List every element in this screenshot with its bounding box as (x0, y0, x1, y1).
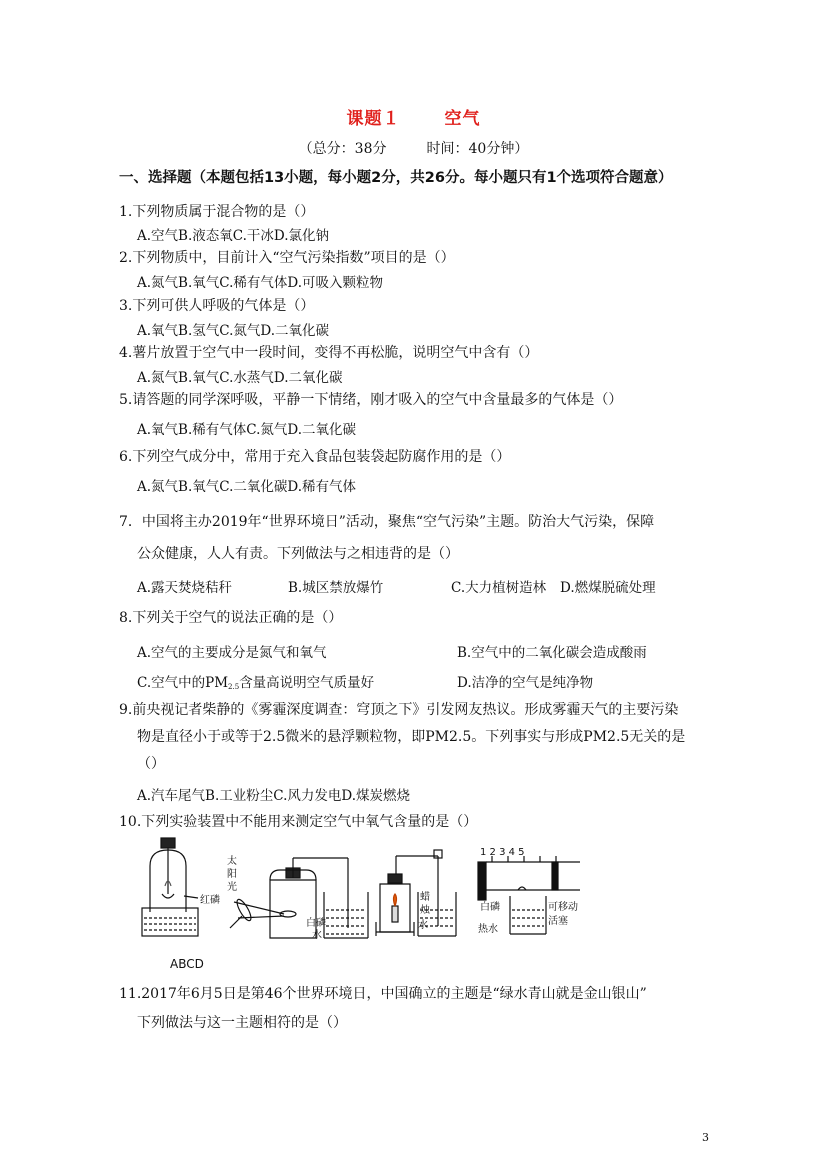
label-bailin-b: 白磷 (306, 918, 326, 929)
question-8-option-b: B.空气中的二氧化碳会造成酸雨 (457, 645, 647, 661)
label-bailin-d: 白磷 (480, 902, 500, 913)
label-huosai: 活塞 (548, 916, 568, 927)
exam-info (0, 138, 827, 158)
question-11: 11.2017年6月5日是第46个世界环境日，中国确立的主题是“绿水青山就是金山银山” (119, 986, 647, 1002)
question-7-option-a: A.露天焚烧秸秆 (137, 580, 233, 596)
question-8-option-d: D.洁净的空气是纯净物 (457, 675, 594, 691)
question-9-line3: （） (137, 756, 165, 772)
question-5: 5.请答题的同学深呼吸，平静一下情绪，刚才吸入的空气中含量最多的气体是（） (119, 392, 623, 408)
title-topic: 空气 (444, 109, 481, 129)
question-2-options: A.氮气B.氧气C.稀有气体D.可吸入颗粒物 (137, 275, 384, 291)
question-4-options: A.氮气B.氧气C.水蒸气D.二氧化碳 (137, 370, 343, 386)
label-kuoyidong: 可移动 (548, 902, 578, 913)
question-6-options: A.氮气B.氧气C.二氧化碳D.稀有气体 (137, 479, 357, 495)
question-7-line2: 公众健康，人人有责。下列做法与之相违背的是（） (137, 546, 459, 562)
question-1-options: A.空气B.液态氧C.干冰D.氯化钠 (137, 228, 330, 244)
title-lesson: 课题１ (346, 109, 401, 129)
page-number: 3 (702, 1131, 709, 1144)
question-4: 4.薯片放置于空气中一段时间，变得不再松脆，说明空气中含有（） (119, 345, 539, 361)
question-7-option-d: D.燃煤脱硫处理 (560, 580, 656, 596)
label-shui-c: 水 (418, 920, 428, 931)
question-7-option-c: C.大力植树造林 (451, 580, 547, 596)
time-limit: 时间：40分钟） (426, 141, 529, 157)
question-9-line2: 物是直径小于或等于2.5微米的悬浮颗粒物，即PM2.5。下列事实与形成PM2.5无关的是 (137, 729, 686, 745)
apparatus-b (230, 858, 368, 938)
label-lazhu-1: 蜡 (420, 892, 430, 903)
question-3-options: A.氧气B.氢气C.氮气D.二氧化碳 (137, 323, 330, 339)
pm-subscript: 2.5 (228, 683, 240, 691)
total-score: （总分：38分 (298, 141, 387, 157)
option-c-text: C.空气中的PM (137, 675, 229, 691)
question-8: 8.下列关于空气的说法正确的是（） (119, 610, 343, 626)
experiment-apparatus-figure (138, 836, 588, 972)
label-taiyangguang-1: 太 (227, 856, 237, 867)
label-taiyangguang-3: 光 (227, 882, 237, 893)
question-10: 10.下列实验装置中不能用来测定空气中氧气含量的是（） (119, 814, 478, 830)
page-title (0, 104, 827, 129)
label-lazhu-2: 烛 (420, 905, 430, 916)
label-shui-b: 水 (312, 930, 322, 941)
question-6: 6.下列空气成分中，常用于充入食品包装袋起防腐作用的是（） (119, 449, 511, 465)
question-9-options: A.汽车尾气B.工业粉尘C.风力发电D.煤炭燃烧 (137, 788, 411, 804)
question-9: 9.前央视记者柴静的《雾霾深度调查：穹顶之下》引发网友热议。形成雾霾天气的主要污染 (119, 702, 679, 718)
question-3: 3.下列可供人呼吸的气体是（） (119, 298, 315, 314)
figure-caption-abcd: ABCD (170, 957, 204, 971)
label-reshui: 热水 (478, 924, 498, 935)
apparatus-c (376, 850, 456, 936)
label-hongling: 红磷 (200, 895, 220, 906)
label-scale: 1 2 3 4 5 (480, 847, 525, 858)
question-8-option-a: A.空气的主要成分是氮气和氧气 (137, 645, 327, 661)
apparatus-a (142, 838, 198, 936)
label-taiyangguang-2: 阳 (227, 869, 237, 880)
question-7: 7．中国将主办2019年“世界环境日”活动，聚焦“空气污染”主题。防治大气污染，保障 (119, 514, 655, 530)
option-c-text-rest: 含量高说明空气质量好 (239, 675, 375, 691)
section-heading: 一、选择题（本题包括13小题，每小题2分，共26分。每小题只有1个选项符合题意） (119, 170, 673, 186)
question-7-option-b: B.城区禁放爆竹 (288, 580, 384, 596)
question-1: 1.下列物质属于混合物的是（） (119, 204, 315, 220)
question-11-line2: 下列做法与这一主题相符的是（） (137, 1015, 347, 1031)
question-2: 2.下列物质中，目前计入“空气污染指数”项目的是（） (119, 250, 455, 266)
question-8-option-c (137, 671, 374, 691)
question-5-options: A.氧气B.稀有气体C.氮气D.二氧化碳 (137, 422, 357, 438)
